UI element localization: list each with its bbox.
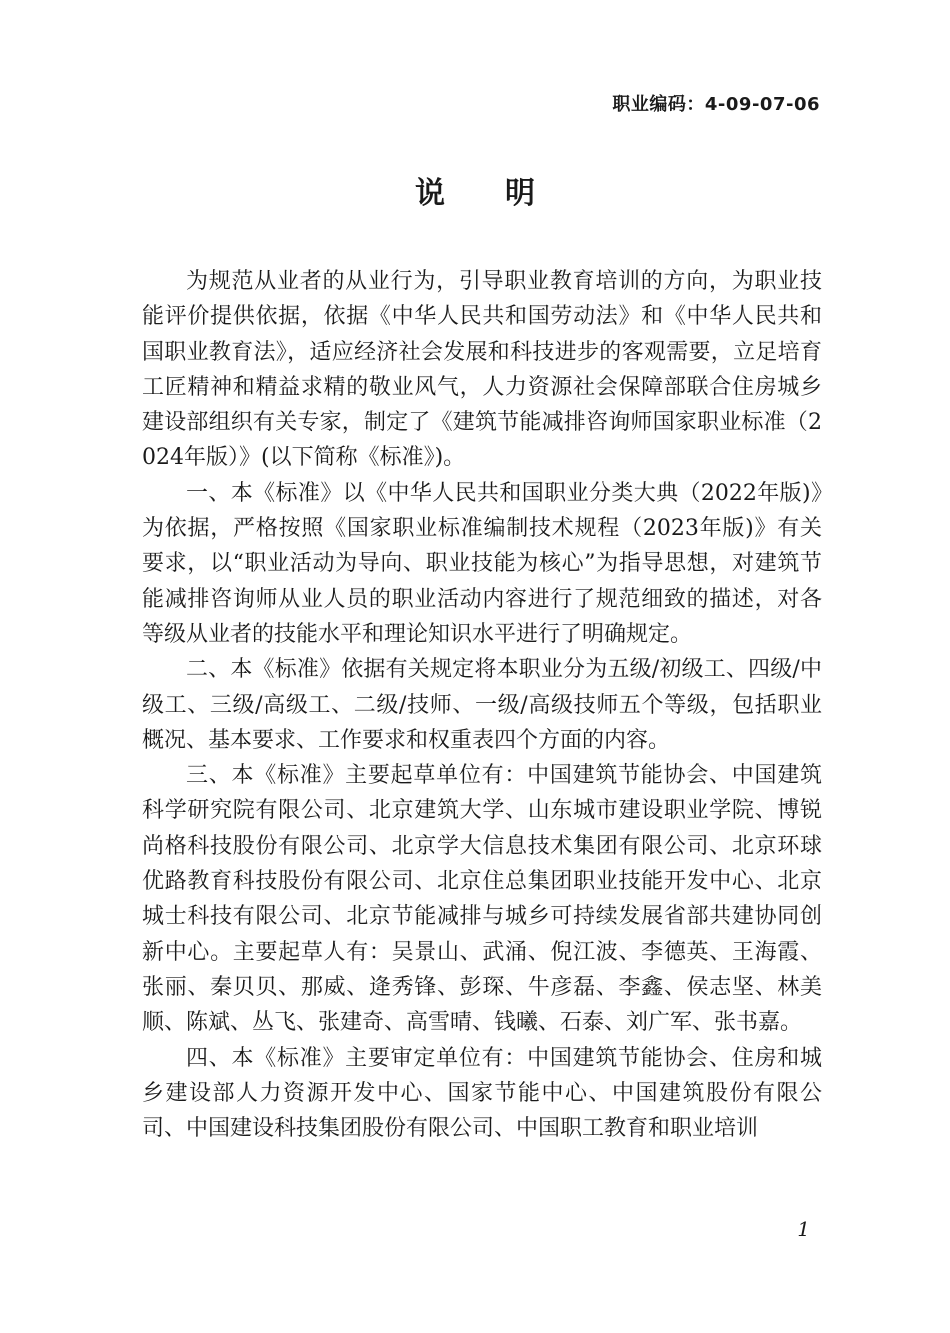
page-title: 说明	[415, 176, 595, 211]
job-code: 职业编码：4-09-07-06	[612, 94, 820, 115]
paragraph-three: 三、本《标准》主要起草单位有：中国建筑节能协会、中国建筑科学研究院有限公司、北京建筑大学、山东城市建设职业学院、博锐尚格科技股份有限公司、北京学大信息技术集团有限公司、北京环球优路教育科技股份有限公司、北京住总集团职业技能开发中心、北京城士科技有限公司、北京节能减排与城乡可持续发展省部共建协同创新中心。主要起草人有：吴景山、武涌、倪江波、李德英、王海霞、张丽、秦贝贝、那威、逄秀锋、彭琛、牛彦磊、李鑫、侯志坚、林美顺、陈斌、丛飞、张建奇、高雪晴、钱曦、石泰、刘广军、张书嘉。	[142, 763, 822, 1036]
body-text	[142, 264, 822, 1146]
paragraph-one: 一、本《标准》以《中华人民共和国职业分类大典（2022年版)》为依据，严格按照《国家职业标准编制技术规程（2023年版)》有关要求，以“职业活动为导向、职业技能为核心”为指导思想，对建筑节能减排咨询师从业人员的职业活动内容进行了规范细致的描述，对各等级从业者的技能水平和理论知识水平进行了明确规定。	[142, 480, 822, 647]
paragraph-intro: 为规范从业者的从业行为，引导职业教育培训的方向，为职业技能评价提供依据，依据《中华人民共和国劳动法》和《中华人民共和国职业教育法》，适应经济社会发展和科技进步的客观需要，立足培育工匠精神和精益求精的敬业风气，人力资源社会保障部联合住房城乡建设部组织有关专家，制定了《建筑节能减排咨询师国家职业标准（2024年版）》(以下简称《标准》)。	[142, 269, 822, 471]
page-number: 1	[797, 1217, 810, 1241]
paragraph-four: 四、本《标准》主要审定单位有：中国建筑节能协会、住房和城乡建设部人力资源开发中心、国家节能中心、中国建筑股份有限公司、中国建设科技集团股份有限公司、中国职工教育和职业培训	[142, 1045, 822, 1142]
paragraph-two: 二、本《标准》依据有关规定将本职业分为五级/初级工、四级/中级工、三级/高级工、二级/技师、一级/高级技师五个等级，包括职业概况、基本要求、工作要求和权重表四个方面的内容。	[142, 657, 822, 753]
